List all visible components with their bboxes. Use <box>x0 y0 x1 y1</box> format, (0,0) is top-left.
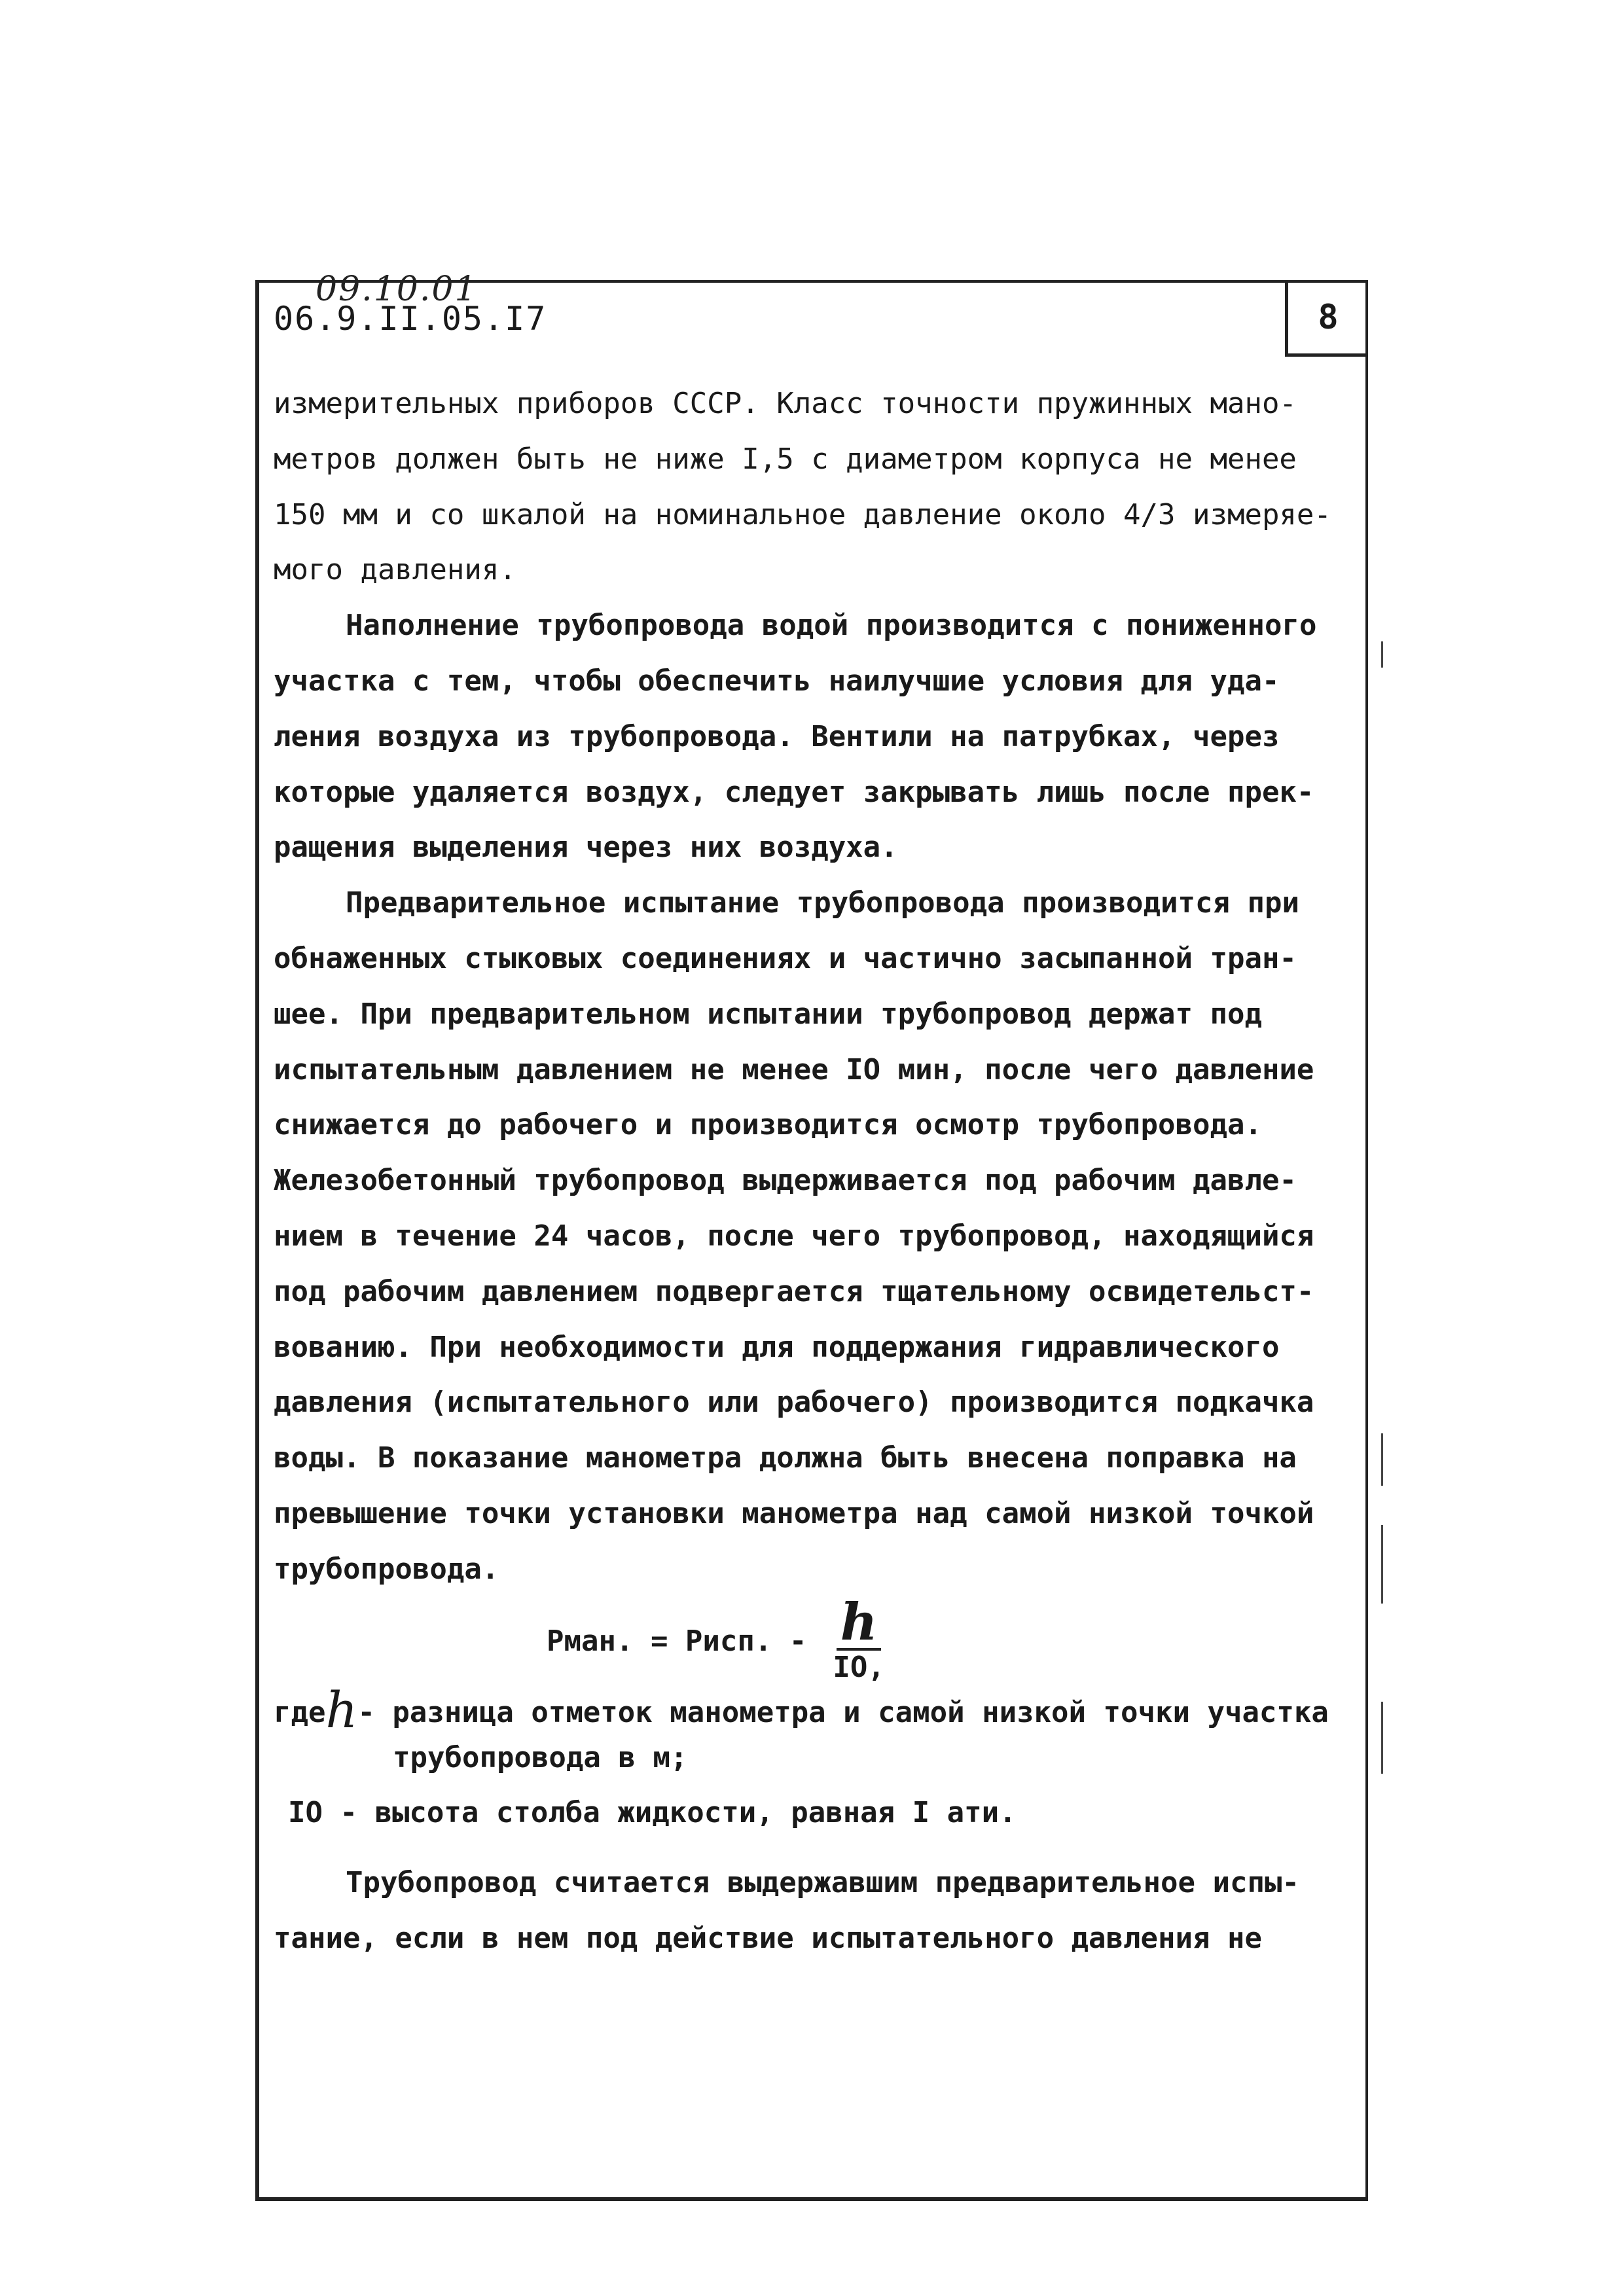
text-line: Трубопровод считается выдержавшим предварительное испы- <box>346 1866 1299 1899</box>
formula-lhs: Рман. = Рисп. - <box>547 1624 807 1658</box>
handwritten-code: 09.10.01 <box>316 270 478 309</box>
page-number: 8 <box>1285 281 1368 357</box>
formula-fraction <box>833 1592 885 1685</box>
text-line: под рабочим давлением подвергается тщательному освидетельст- <box>274 1274 1314 1308</box>
formula-numerator: h <box>837 1597 882 1651</box>
text-line: мого давления. <box>274 553 516 587</box>
text-line: превышение точки установки манометра над самой низкой точкой <box>274 1496 1314 1530</box>
margin-mark <box>1381 1525 1383 1604</box>
text-line: Наполнение трубопровода водой производится с пониженного <box>346 609 1317 643</box>
ten-definition: IO - высота столба жидкости, равная I ати. <box>288 1796 1017 1829</box>
text-line: тание, если в нем под действие испытательного давления не <box>274 1921 1262 1955</box>
tail-paragraph <box>274 1856 1327 1967</box>
text-line: нием в течение 24 часов, после чего трубопровод, находящийся <box>274 1219 1314 1253</box>
where-text: - разница отметок манометра и самой низкой точки участка <box>357 1696 1329 1729</box>
where-symbol: h <box>325 1681 358 1739</box>
margin-mark <box>1381 1433 1383 1486</box>
text-line: Железобетонный трубопровод выдерживается под рабочим давле- <box>274 1164 1297 1198</box>
text-line: измерительных приборов СССР. Класс точности пружинных мано- <box>274 387 1297 420</box>
formula <box>547 1592 885 1685</box>
text-line: снижается до рабочего и производится осмотр трубопровода. <box>274 1108 1262 1142</box>
text-line: метров должен быть не ниже I,5 с диаметром корпуса не менее <box>274 442 1297 476</box>
margin-mark <box>1381 1702 1383 1774</box>
where-prefix: где <box>274 1696 326 1729</box>
where-definition <box>274 1681 1329 1739</box>
text-line: Предварительное испытание трубопровода производится при <box>346 886 1299 920</box>
text-line: давления (испытательного или рабочего) производится подкачка <box>274 1386 1314 1420</box>
text-line: участка с тем, чтобы обеспечить наилучшие условия для уда- <box>274 664 1280 698</box>
text-line: ращения выделения через них воздуха. <box>274 831 898 865</box>
text-line: трубопровода. <box>274 1552 499 1586</box>
where-continuation: трубопровода в м; <box>393 1741 688 1774</box>
text-line: обнаженных стыковых соединениях и частично засыпанной тран- <box>274 941 1297 975</box>
document-code: 06.9.II.05.I7 <box>274 300 547 338</box>
text-line: испытательным давлением не менее IO мин, после чего давление <box>274 1052 1314 1086</box>
text-line: которые удаляется воздух, следует закрывать лишь после прек- <box>274 775 1314 809</box>
text-line: ления воздуха из трубопровода. Вентили на патрубках, через <box>274 719 1280 753</box>
text-line: 150 мм и со шкалой на номинальное давление около 4/3 измеряе- <box>274 497 1331 531</box>
body-text <box>274 376 1331 1598</box>
text-line: вованию. При необходимости для поддержания гидравлического <box>274 1330 1280 1364</box>
text-line: воды. В показание манометра должна быть внесена поправка на <box>274 1441 1297 1475</box>
formula-denominator: IO, <box>833 1651 885 1684</box>
margin-mark <box>1381 641 1383 668</box>
text-line: шее. При предварительном испытании трубопровод держат под <box>274 997 1262 1031</box>
